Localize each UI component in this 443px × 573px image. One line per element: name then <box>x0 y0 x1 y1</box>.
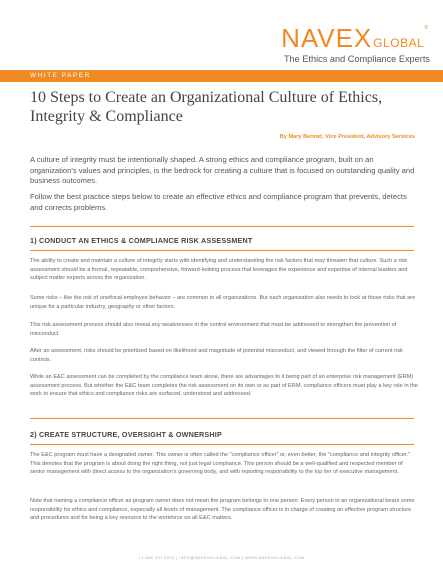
author-byline: By Mary Bennet, Vice President, Advisory Services <box>279 134 415 140</box>
logo-subword: GLOBAL <box>373 36 425 50</box>
intro-paragraph: Follow the best practice steps below to create an effective ethics and compliance program that prevents, detects and corrects problems. <box>30 192 407 212</box>
body-paragraph: Some risks – like the risk of unethical employee behavior – are common to all organizations. But each organization also needs to look at those risks that are unique for a particular industry, geography or other factors. <box>30 295 416 310</box>
document-title: 10 Steps to Create an Organizational Culture of Ethics, Integrity & Compliance <box>30 89 383 125</box>
body-paragraph: This risk assessment process should also reveal any weaknesses in the control environment that must be addressed to strengthen the prevention of misconduct. <box>30 322 397 337</box>
section-rule-bottom <box>30 444 414 445</box>
body-paragraph: After an assessment, risks should be prioritized based on likelihood and magnitude of potential misconduct, and viewed through the filter of current risk controls. <box>30 348 403 363</box>
logo-wordmark: NAVEX <box>281 23 373 53</box>
body-paragraph: While an E&C assessment can be completed by the compliance team alone, there are advantages to it being part of an enterprise risk management (ERM) assessment process. But whether the E&C team completes the risk assessment on its own or as part of ERM, compliance officers must play a key role in the work to ensure that ethics and compliance risks are surfaced, understood and addressed. <box>30 374 418 398</box>
tagline: The Ethics and Compliance Experts <box>283 54 430 64</box>
body-paragraph: The ability to create and maintain a culture of integrity starts with identifying and understanding the risk factors that may threaten that culture. Such a risk assessment should be a formal, repeatable, comprehensive, forward-looking process that leverages the experience and expertise of internal leaders and subject matter experts across the organization. <box>30 258 408 282</box>
navex-logo <box>268 25 428 51</box>
white-paper-label: WHITE PAPER <box>30 72 91 79</box>
section-heading: 1) CONDUCT AN ETHICS & COMPLIANCE RISK ASSESSMENT <box>30 236 253 245</box>
section-rule-top <box>30 418 414 419</box>
section-rule-bottom <box>30 250 414 251</box>
intro-paragraph: A culture of integrity must be intentionally shaped. A strong ethics and compliance program, built on an organization's values and principles, is the bedrock for creating a culture that is focused on outstanding quality and business outcomes. <box>30 155 415 185</box>
section-heading: 2) CREATE STRUCTURE, OVERSIGHT & OWNERSHIP <box>30 430 222 439</box>
page-footer: +1 866 297 0224 | INFO@NAVEXGLOBAL.COM | WWW.NAVEXGLOBAL.COM <box>138 555 305 560</box>
body-paragraph: The E&C program must have a designated owner. This owner is often called the "compliance officer" or, even better, the "compliance and integrity officer." This denotes that the program is about doing the right thing, not just legal compliance. This person should be a well-qualified and respected member of senior management with direct access to the organization's governing body, and with reporting responsibility to the top tier of executive management. <box>30 452 411 476</box>
section-rule-top <box>30 226 414 227</box>
registered-mark: ® <box>424 25 428 31</box>
body-paragraph: Note that naming a compliance officer as program owner does not mean the program belongs to one person. Every person in an organizational bears some responsibility for ethics and compliance, especially all levels of management. The compliance officer is in charge of creating an effective program structure and procedures and for being a key resource to the workforce on all E&C matters. <box>30 498 415 522</box>
